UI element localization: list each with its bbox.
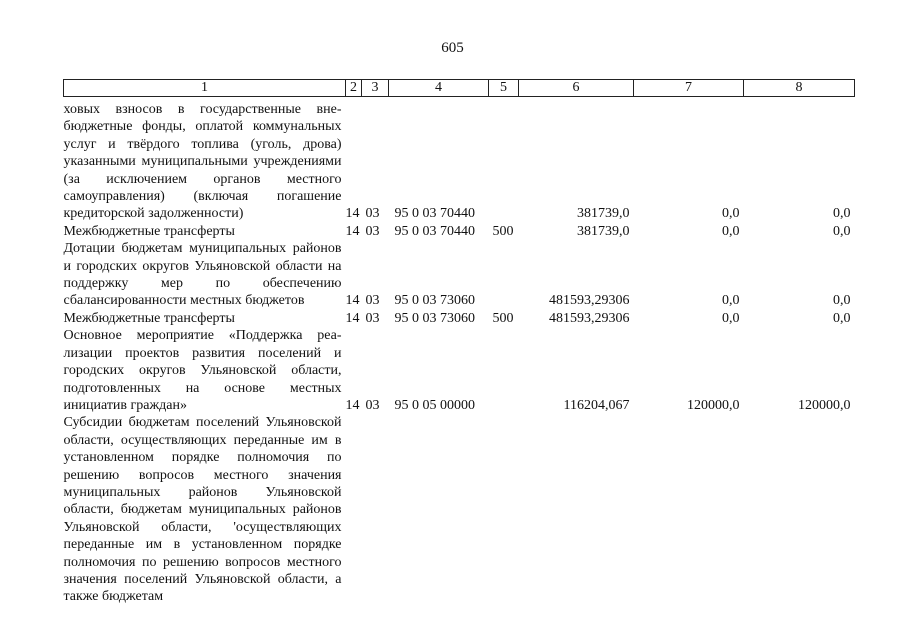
table-row	[64, 310, 855, 327]
row-value-6: 116204,067	[563, 397, 630, 413]
row-rz: 14	[345, 397, 360, 413]
row-value-6: 381739,0	[577, 206, 630, 222]
header-col-2: 2	[346, 80, 362, 97]
header-col-7: 7	[634, 80, 744, 97]
header-col-4: 4	[389, 80, 489, 97]
header-col-1: 1	[64, 80, 346, 97]
row-description: ховых взносов в государственные внебюджетные фонды, оплатой коммунальных услуг и твёрдого топлива (уголь, дрова) указанными муниципальными учреждениями (за исключением органов местного самоуправления) (включая погашение кредиторской задолженности)	[63, 102, 342, 222]
row-value-7: 0,0	[722, 293, 740, 309]
row-csr: 95 0 03 70440	[394, 223, 475, 239]
header-col-5: 5	[489, 80, 519, 97]
row-pr: 03	[365, 310, 380, 326]
row-pr: 03	[365, 206, 380, 222]
row-description: Основное мероприятие «Поддержка реализации проектов развития поселений и городских округов Ульяновской области, подготовленных на основе местных инициатив граждан»	[63, 328, 342, 413]
row-rz: 14	[345, 310, 360, 326]
header-col-8: 8	[744, 80, 855, 97]
row-pr	[362, 414, 389, 605]
row-rz: 14	[345, 223, 360, 239]
row-vr	[489, 97, 519, 223]
table-row	[64, 414, 855, 605]
row-description: Субсидии бюджетам поселений Ульяновской области, осуществляющих переданные им в установленном порядке полномочия по решению вопросов местного значения муниципальных районов Ульяновской области, бюджетам муниципальных районов Ульяновской области, 'осуществляющих переданные им в установленном порядке полномочия по решению вопросов местного значения поселений Ульяновской области, а также бюджетам	[63, 415, 342, 605]
row-csr: 95 0 03 73060	[394, 293, 475, 309]
row-value-8: 0,0	[833, 310, 851, 326]
row-description: Межбюджетные трансферты	[63, 223, 235, 239]
row-rz: 14	[345, 293, 360, 309]
table-row	[64, 240, 855, 310]
row-value-7: 0,0	[722, 223, 740, 239]
row-vr	[489, 327, 519, 414]
row-value-6: 481593,29306	[549, 310, 630, 326]
row-rz: 14	[345, 206, 360, 222]
table-row	[64, 327, 855, 414]
row-vr	[489, 240, 519, 310]
row-csr	[389, 414, 489, 605]
row-value-8	[744, 414, 855, 605]
row-pr: 03	[365, 397, 380, 413]
row-value-7: 0,0	[722, 310, 740, 326]
table-row	[64, 223, 855, 240]
row-csr: 95 0 03 73060	[394, 310, 475, 326]
row-value-7: 0,0	[722, 206, 740, 222]
row-description: Межбюджетные трансферты	[63, 310, 235, 326]
row-description: Дотации бюджетам муниципальных районов и городских округов Ульяновской области на поддержку мер по обеспечению сбалансированности местных бюджетов	[63, 241, 342, 309]
row-value-7	[634, 414, 744, 605]
row-csr: 95 0 03 70440	[394, 206, 475, 222]
header-row	[64, 80, 855, 97]
row-value-7: 120000,0	[687, 397, 740, 413]
row-value-6: 481593,29306	[549, 293, 630, 309]
page-number: 605	[441, 40, 464, 56]
row-vr: 500	[492, 310, 514, 326]
row-value-8: 0,0	[833, 206, 851, 222]
header-col-3: 3	[362, 80, 389, 97]
row-csr: 95 0 05 00000	[394, 397, 475, 413]
table-row	[64, 97, 855, 223]
row-value-6	[519, 414, 634, 605]
header-col-6: 6	[519, 80, 634, 97]
row-value-8: 0,0	[833, 293, 851, 309]
row-pr: 03	[365, 223, 380, 239]
row-rz	[346, 414, 362, 605]
row-vr	[489, 414, 519, 605]
budget-table	[63, 79, 855, 606]
row-value-8: 120000,0	[798, 397, 851, 413]
row-value-6: 381739,0	[577, 223, 630, 239]
row-vr: 500	[492, 223, 514, 239]
row-value-8: 0,0	[833, 223, 851, 239]
row-pr: 03	[365, 293, 380, 309]
